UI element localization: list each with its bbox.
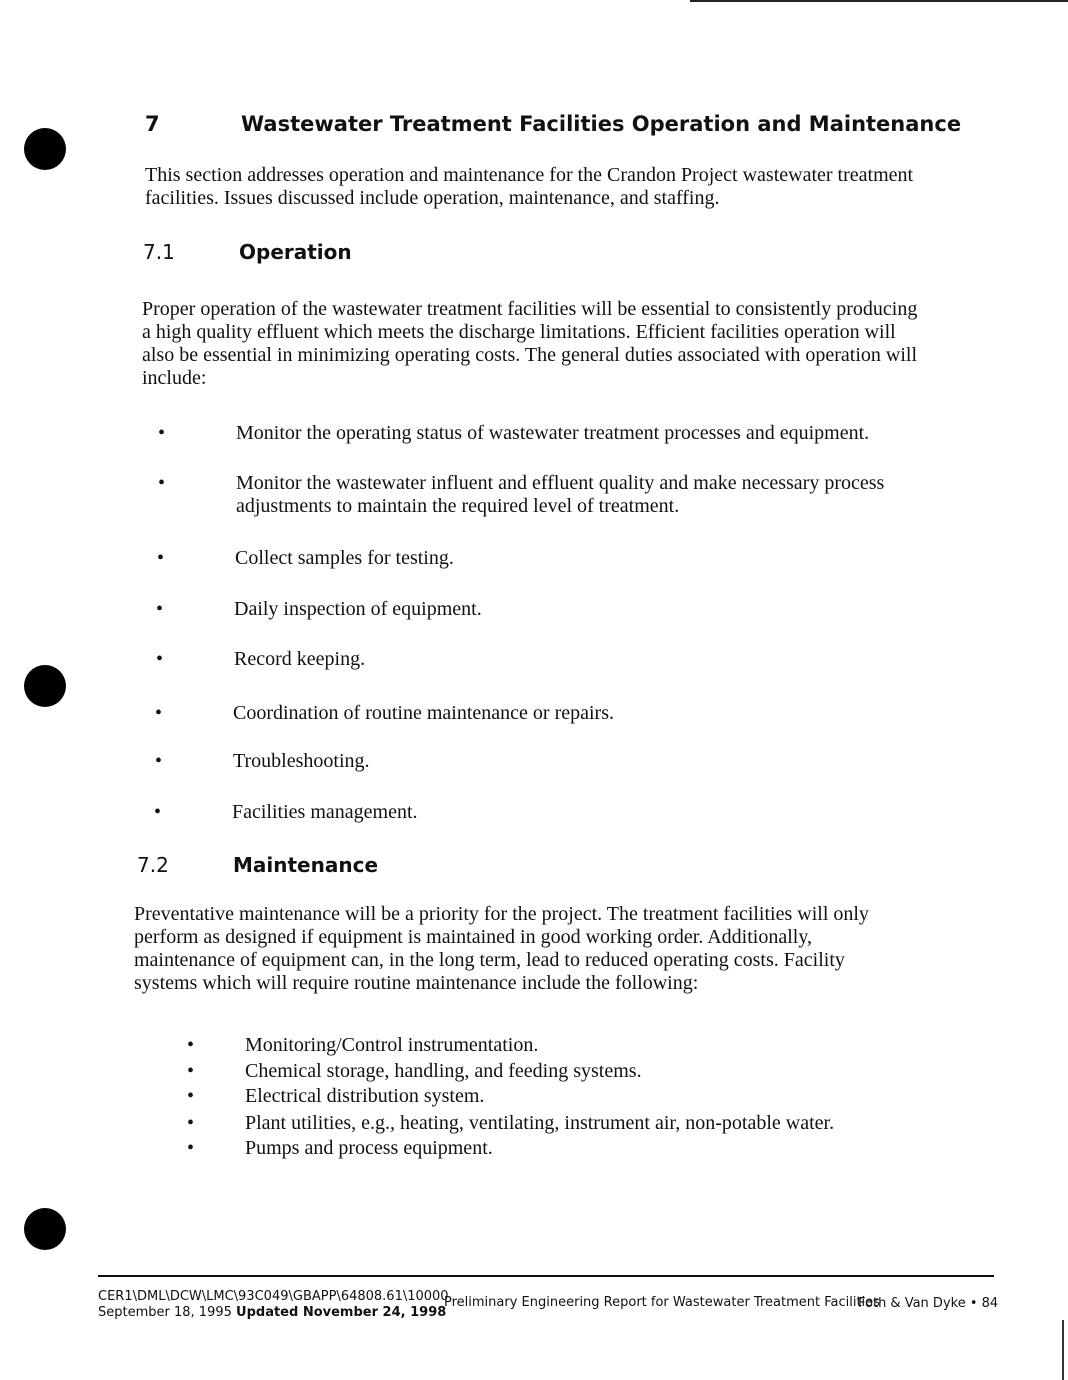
intro-line: facilities. Issues discussed include operation, maintenance, and staffing. xyxy=(145,187,720,209)
paragraph-line: systems which will require routine maintenance include the following: xyxy=(134,972,699,994)
bullet: • xyxy=(187,1137,195,1159)
section-number: 7 xyxy=(145,112,160,136)
maintenance-paragraph xyxy=(134,903,869,995)
scan-top-edge-line xyxy=(690,0,1068,2)
paragraph-line: a high quality effluent which meets the discharge limitations. Efficient facilities operation will xyxy=(142,321,896,343)
duty-item xyxy=(158,472,885,518)
duty-item xyxy=(156,648,366,671)
duty-text: Collect samples for testing. xyxy=(235,547,454,569)
footer-updated-date: Updated November 24, 1998 xyxy=(236,1305,447,1320)
footer-page-number: 84 xyxy=(981,1296,999,1311)
bullet: • xyxy=(158,472,166,494)
operation-heading xyxy=(143,240,352,264)
bullet: • xyxy=(156,648,164,670)
duty-text: Record keeping. xyxy=(234,648,366,670)
footer-company-page xyxy=(858,1296,998,1311)
duty-text-continued: adjustments to maintain the required level of treatment. xyxy=(236,495,680,517)
duty-text: Monitor the operating status of wastewater treatment processes and equipment. xyxy=(236,422,870,444)
bullet: • xyxy=(187,1060,195,1082)
system-text: Pumps and process equipment. xyxy=(245,1137,493,1159)
duty-item xyxy=(157,547,454,570)
duty-item xyxy=(155,750,370,773)
bullet: • xyxy=(187,1112,195,1134)
duty-item xyxy=(158,422,870,445)
paragraph-line: perform as designed if equipment is maintained in good working order. Additionally, xyxy=(134,926,813,948)
footer-path: CER1\DML\DCW\LMC\93C049\GBAPP\64808.61\10000 xyxy=(98,1289,449,1304)
footer-company: Foth & Van Dyke xyxy=(858,1296,966,1311)
maintenance-number: 7.2 xyxy=(137,853,169,877)
footer-separator: • xyxy=(969,1296,978,1311)
bullet: • xyxy=(157,547,165,569)
footer-rule xyxy=(98,1275,994,1277)
section-title: Wastewater Treatment Facilities Operation and Maintenance xyxy=(241,112,962,136)
duty-text: Coordination of routine maintenance or repairs. xyxy=(233,702,614,724)
paragraph-line: also be essential in minimizing operating costs. The general duties associated with operation will xyxy=(142,344,917,366)
bullet: • xyxy=(187,1085,195,1107)
operation-paragraph xyxy=(142,298,917,390)
system-item xyxy=(187,1033,539,1058)
bullet: • xyxy=(155,702,163,724)
system-item xyxy=(187,1059,642,1084)
maintenance-title: Maintenance xyxy=(233,853,379,877)
duty-item xyxy=(155,702,614,725)
system-item xyxy=(187,1084,485,1109)
system-text: Plant utilities, e.g., heating, ventilating, instrument air, non-potable water. xyxy=(245,1112,835,1134)
system-text: Monitoring/Control instrumentation. xyxy=(245,1034,539,1056)
paragraph-line: include: xyxy=(142,367,207,389)
system-text: Chemical storage, handling, and feeding systems. xyxy=(245,1060,642,1082)
bullet: • xyxy=(154,801,162,823)
bullet: • xyxy=(158,422,166,444)
punch-hole-bottom xyxy=(24,1208,66,1250)
duty-item xyxy=(154,801,418,824)
section-heading xyxy=(145,112,961,136)
system-item xyxy=(187,1111,835,1136)
footer-original-date: September 18, 1995 xyxy=(98,1305,232,1320)
punch-hole-top xyxy=(24,128,66,170)
intro-line: This section addresses operation and maintenance for the Crandon Project wastewater treatment xyxy=(145,164,914,186)
maintenance-heading xyxy=(137,853,378,877)
footer-date xyxy=(98,1305,446,1320)
operation-number: 7.1 xyxy=(143,240,175,264)
punch-hole-middle xyxy=(24,665,66,707)
paragraph-line: Preventative maintenance will be a priority for the project. The treatment facilities will only xyxy=(134,903,869,925)
bullet: • xyxy=(156,598,164,620)
bullet: • xyxy=(155,750,163,772)
operation-title: Operation xyxy=(239,240,352,264)
duty-item xyxy=(156,598,482,621)
paragraph-line: maintenance of equipment can, in the long term, lead to reduced operating costs. Facility xyxy=(134,949,845,971)
section-intro xyxy=(145,164,913,210)
duty-text: Monitor the wastewater influent and effluent quality and make necessary process xyxy=(236,472,885,494)
duty-text: Troubleshooting. xyxy=(233,750,370,772)
bullet: • xyxy=(187,1034,195,1056)
system-text: Electrical distribution system. xyxy=(245,1085,485,1107)
duty-text: Facilities management. xyxy=(232,801,418,823)
footer-report-title: Preliminary Engineering Report for Wastewater Treatment Facilities xyxy=(444,1295,880,1310)
duty-text: Daily inspection of equipment. xyxy=(234,598,482,620)
scan-right-edge-line xyxy=(1062,1320,1064,1380)
system-item xyxy=(187,1136,493,1161)
paragraph-line: Proper operation of the wastewater treatment facilities will be essential to consistently producing xyxy=(142,298,918,320)
